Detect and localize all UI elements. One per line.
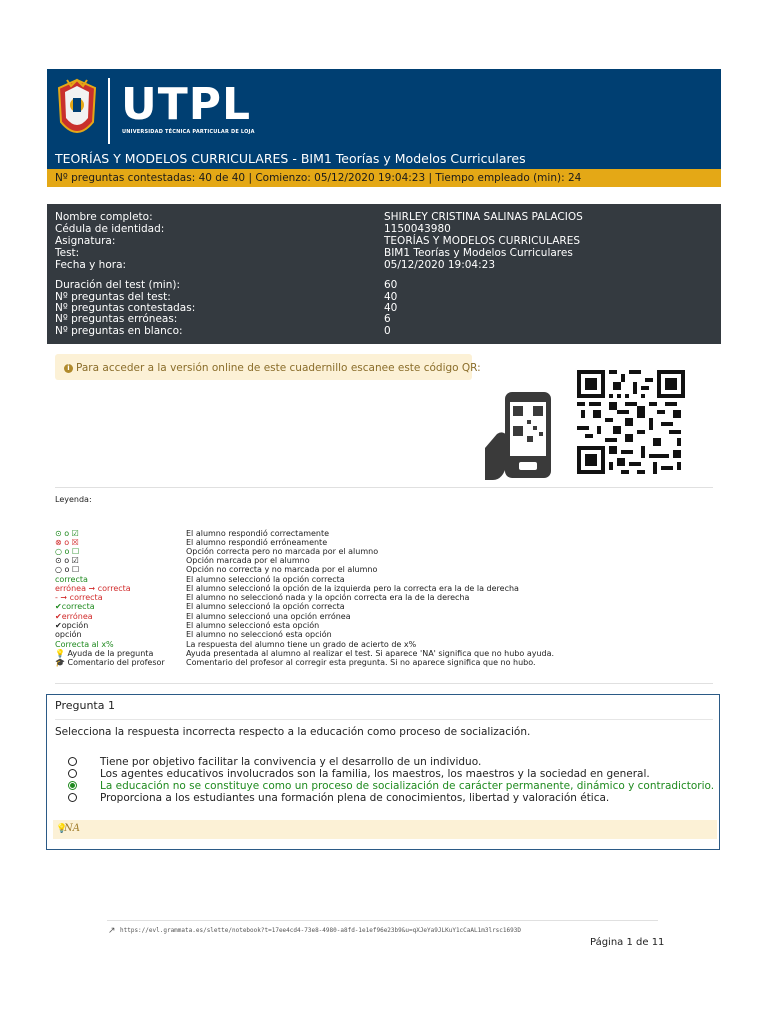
- radio-correct-icon: [68, 781, 77, 790]
- info-value: TEORÍAS Y MODELOS CURRICULARES: [384, 235, 581, 247]
- legend-description: Ayuda presentada al alumno al realizar el test. Si aparece 'NA' significa que no hubo ayuda.: [186, 649, 555, 658]
- logo-divider: [108, 78, 110, 144]
- qr-code-image: [577, 370, 685, 474]
- answer-option-text: Los agentes educativos involucrados son la familia, los maestros, los maestros y la sociedad en general.: [100, 768, 650, 780]
- info-label: Nº preguntas en blanco:: [55, 325, 183, 337]
- question-help-text: NA: [64, 823, 80, 834]
- legend-symbol-graduation-cap-icon: 🎓 Comentario del profesor: [55, 658, 165, 667]
- answer-option-text: Tiene por objetivo facilitar la convivencia y el desarrollo de un individuo.: [100, 756, 482, 768]
- university-shield-logo: [57, 78, 97, 144]
- radio-unmarked-icon: [68, 769, 77, 778]
- legend-description: La respuesta del alumno tiene un grado de acierto de x%: [186, 640, 417, 649]
- legend-description: Opción marcada por el alumno: [186, 556, 310, 565]
- legend-symbol-wrong-icon: ⊗ o ☒: [55, 538, 79, 547]
- question-text: Selecciona la respuesta incorrecta respecto a la educación como proceso de socialización.: [55, 726, 531, 738]
- legend-description: El alumno seleccionó la opción correcta: [186, 602, 345, 611]
- legend-symbol-correct-icon: ⊙ o ☑: [55, 529, 79, 538]
- info-value: 40: [384, 302, 398, 314]
- phone-qr-scan-icon: [483, 390, 553, 482]
- course-title: TEORÍAS Y MODELOS CURRICULARES - BIM1 Teorías y Modelos Curriculares: [55, 151, 526, 166]
- info-label: Nombre completo:: [55, 211, 153, 223]
- info-label: Nº preguntas contestadas:: [55, 302, 196, 314]
- legend-description: El alumno seleccionó esta opción: [186, 621, 320, 630]
- legend-symbol-lightbulb-icon: 💡 Ayuda de la pregunta: [55, 649, 154, 658]
- legend-description: El alumno no seleccionó nada y la opción correcta era la de la derecha: [186, 593, 470, 602]
- info-value: SHIRLEY CRISTINA SALINAS PALACIOS: [384, 211, 583, 223]
- legend-symbol: ✔opción: [55, 621, 89, 630]
- info-value: 1150043980: [384, 223, 451, 235]
- question-help-bar: [53, 820, 717, 839]
- section-divider: [55, 683, 713, 684]
- info-value: 0: [384, 325, 391, 337]
- legend-symbol-missed-icon: ○ o ☐: [55, 547, 80, 556]
- info-label: Test:: [55, 247, 80, 259]
- page-number: Página 1 de 11: [590, 937, 665, 948]
- utpl-logo-text: UTPL: [121, 79, 252, 130]
- legend-symbol-marked-icon: ⊙ o ☑: [55, 556, 79, 565]
- info-label: Nº preguntas erróneas:: [55, 313, 178, 325]
- section-divider: [55, 487, 713, 488]
- legend-symbol: ✔correcta: [55, 602, 95, 611]
- info-value: 05/12/2020 19:04:23: [384, 259, 496, 271]
- legend-description: Opción no correcta y no marcada por el alumno: [186, 565, 378, 574]
- utpl-logo-subtitle: UNIVERSIDAD TÉCNICA PARTICULAR DE LOJA: [122, 129, 255, 135]
- legend-symbol: opción: [55, 630, 82, 639]
- info-label: Duración del test (min):: [55, 279, 181, 291]
- info-label: Nº preguntas del test:: [55, 291, 171, 303]
- info-value: 60: [384, 279, 398, 291]
- legend-description: Opción correcta pero no marcada por el alumno: [186, 547, 379, 556]
- legend-title: Leyenda:: [55, 495, 92, 504]
- question-title: Pregunta 1: [55, 699, 115, 712]
- legend-description: El alumno seleccionó una opción errónea: [186, 612, 351, 621]
- footer-divider: [107, 920, 658, 921]
- legend-description: El alumno seleccionó la opción de la izquierda pero la correcta era la de la derecha: [186, 584, 519, 593]
- legend-symbol-unmarked-icon: ○ o ☐: [55, 565, 80, 574]
- legend-symbol: - ➞ correcta: [55, 593, 103, 602]
- info-label: Cédula de identidad:: [55, 223, 165, 235]
- legend-description: El alumno no seleccionó esta opción: [186, 630, 332, 639]
- legend-description: El alumno respondió erróneamente: [186, 538, 328, 547]
- legend-description: El alumno respondió correctamente: [186, 529, 330, 538]
- answer-option-text: Proporciona a los estudiantes una formación plena de conocimientos, libertad y valoración ética.: [100, 792, 610, 804]
- radio-unmarked-icon: [68, 757, 77, 766]
- legend-symbol: correcta: [55, 575, 88, 584]
- info-label: Asignatura:: [55, 235, 116, 247]
- lightbulb-icon: 💡: [56, 824, 68, 834]
- radio-unmarked-icon: [68, 793, 77, 802]
- legend-symbol: Correcta al x%: [55, 640, 114, 649]
- legend-symbol: ✔errónea: [55, 612, 93, 621]
- info-value: 6: [384, 313, 391, 325]
- info-icon: i: [64, 364, 73, 373]
- question-divider: [55, 719, 713, 720]
- info-value: BIM1 Teorías y Modelos Curriculares: [384, 247, 573, 259]
- legend-symbol: errónea ➞ correcta: [55, 584, 131, 593]
- footer-url-link[interactable]: https://evl.grammata.es/slette/notebook?t=17ee4cd4-73e8-4980-a8fd-1e1ef96e23b9&u=qXJeYa9JLKuY1cCaAL1m3lrsc1693D: [120, 927, 521, 934]
- legend-description: Comentario del profesor al corregir esta pregunta. Si no aparece significa que no hubo.: [186, 658, 536, 667]
- external-link-icon: ↗: [108, 926, 116, 936]
- summary-text: Nº preguntas contestadas: 40 de 40 | Comienzo: 05/12/2020 19:04:23 | Tiempo empleado (min): 24: [55, 172, 582, 184]
- legend-description: El alumno seleccionó la opción correcta: [186, 575, 345, 584]
- info-value: 40: [384, 291, 398, 303]
- qr-alert-text: Para acceder a la versión online de este cuadernillo escanee este código QR:: [76, 362, 481, 374]
- answer-option-text: La educación no se constituye como un proceso de socialización de carácter permanente, dinámico y contradictorio.: [100, 780, 715, 792]
- info-label: Fecha y hora:: [55, 259, 127, 271]
